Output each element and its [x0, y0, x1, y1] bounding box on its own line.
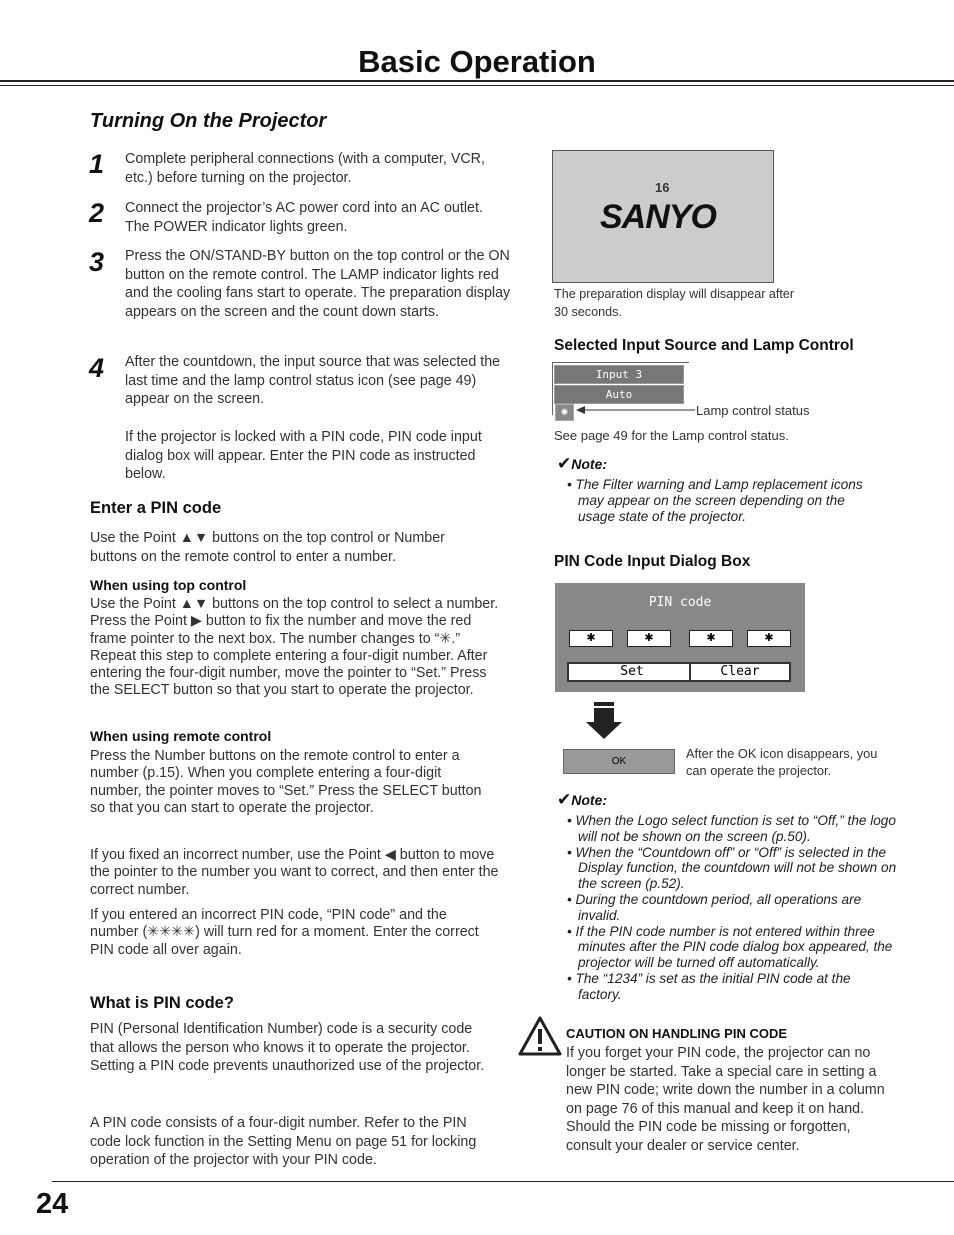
header-rule-thin — [0, 85, 954, 86]
step-text: Press the ON/STAND-BY button on the top control or the ON button on the remote control. The LAMP indicator lights red and the cooling fans start to operate. The preparation display appears on the screen and the count down starts. — [125, 248, 511, 320]
section-title: Turning On the Projector — [90, 110, 327, 132]
step-text-continued: If the projector is locked with a PIN code, PIN code input dialog box will appear. Enter the PIN code as instructed below. — [125, 429, 482, 483]
countdown-number: 16 — [655, 180, 670, 195]
remote-control-heading: When using remote control — [90, 728, 272, 744]
checkmark-icon: ✔ — [557, 790, 572, 809]
lamp-icon: ✺ — [555, 404, 574, 421]
splash-caption: The preparation display will disappear after 30 seconds. — [554, 287, 795, 319]
note-list — [567, 813, 897, 1003]
note-heading: ✔Note: — [557, 790, 608, 809]
enter-pin-intro: Use the Point ▲▼ buttons on the top control or Number buttons on the remote control to enter a number. — [90, 530, 445, 565]
preparation-display — [552, 150, 774, 283]
note-item: • The “1234” is set as the initial PIN code at the factory. — [567, 970, 851, 1002]
lamp-callout-label: Lamp control status — [696, 403, 810, 418]
pin-dialog-title: PIN code — [648, 595, 712, 610]
caution-heading: CAUTION ON HANDLING PIN CODE — [566, 1026, 787, 1041]
what-is-pin-para1: PIN (Personal Identification Number) code is a security code that allows the person who knows it to operate the projector. Setting a PIN code prevents unauthorized use of the projector. — [90, 1021, 485, 1075]
remote-control-text: Press the Number buttons on the remote control to enter a number (p.15). When you complete entering a four-digit number, the pointer moves to “Set.” Press the SELECT button so that you can start to operate the projector. — [90, 748, 482, 816]
footer-rule — [52, 1181, 954, 1182]
enter-pin-heading: Enter a PIN code — [90, 499, 222, 517]
incorrect-number-text: If you fixed an incorrect number, use the Point ◀ button to move the pointer to the number you want to correct, and then enter the correct number. — [90, 847, 499, 898]
note-item: • If the PIN code number is not entered within three minutes after the PIN code dialog box appeared, the projector will be turned off automatically. — [567, 923, 893, 971]
down-arrow-icon — [586, 702, 622, 740]
incorrect-pin-text: If you entered an incorrect PIN code, “PIN code” and the number (✳✳✳✳) will turn red for a moment. Enter the correct PIN code all over again. — [90, 907, 479, 958]
note-item: • The Filter warning and Lamp replacement icons may appear on the screen depending on the usage state of the projector. — [567, 477, 863, 524]
mode-label: Auto — [554, 385, 684, 404]
step-number: 3 — [89, 247, 105, 277]
callout-arrow — [575, 404, 697, 416]
warning-icon — [518, 1016, 562, 1056]
sanyo-logo: SANYO — [600, 198, 716, 236]
page-title: Basic Operation — [358, 44, 596, 79]
pin-digit-box[interactable]: ✱ — [569, 630, 613, 647]
top-control-heading: When using top control — [90, 577, 247, 593]
checkmark-icon: ✔ — [557, 454, 572, 473]
set-button[interactable]: Set — [567, 662, 697, 682]
top-control-text: Use the Point ▲▼ buttons on the top control to select a number. Press the Point ▶ button to fix the number and move the red frame pointer to the next box. The number changes to “✳.” Repeat this step to complete entering a four-digit number. After entering the four-digit number, move the pointer to “Set.” Press the SELECT button so that you start to operate the projector. — [90, 596, 499, 699]
step-number: 1 — [89, 149, 105, 179]
pin-digit-box[interactable]: ✱ — [627, 630, 671, 647]
pin-digit-box[interactable]: ✱ — [689, 630, 733, 647]
what-is-pin-heading: What is PIN code? — [90, 994, 234, 1012]
ok-caption: After the OK icon disappears, you can operate the projector. — [686, 746, 878, 778]
pin-dialog-heading: PIN Code Input Dialog Box — [554, 553, 751, 570]
header-rule — [0, 80, 954, 82]
input-label: Input 3 — [554, 365, 684, 384]
step-number: 4 — [89, 353, 105, 383]
note-item: • When the “Countdown off” or “Off” is selected in the Display function, the countdown will not be shown on the screen (p.52). — [567, 844, 897, 892]
step-text: Complete peripheral connections (with a computer, VCR, etc.) before turning on the projector. — [125, 151, 485, 186]
step-number: 2 — [89, 198, 105, 228]
note-list — [567, 477, 872, 524]
caution-text: If you forget your PIN code, the projector can no longer be started. Take a special care in setting a new PIN code; write down the number in a column on page 76 of this manual and keep it on hand. Should the PIN code be missing or forgotten, consult your dealer or service center. — [566, 1045, 885, 1154]
note-heading: ✔Note: — [557, 454, 608, 473]
clear-button[interactable]: Clear — [689, 662, 791, 682]
pin-digit-box[interactable]: ✱ — [747, 630, 791, 647]
note-item: • During the countdown period, all operations are invalid. — [567, 891, 862, 923]
pin-code-dialog — [555, 583, 805, 692]
what-is-pin-para2: A PIN code consists of a four-digit number. Refer to the PIN code lock function in the Setting Menu on page 51 for locking operation of the projector with your PIN code. — [90, 1115, 477, 1169]
step-text: After the countdown, the input source that was selected the last time and the lamp control status icon (see page 49) appear on the screen. — [125, 354, 501, 408]
see-page-text: See page 49 for the Lamp control status. — [554, 428, 789, 443]
page-number: 24 — [36, 1188, 69, 1220]
note-item: • When the Logo select function is set to “Off,” the logo will not be shown on the screen (p.50). — [567, 813, 896, 844]
ok-indicator: OK — [563, 749, 675, 774]
step-text: Connect the projector’s AC power cord into an AC outlet. The POWER indicator lights green. — [125, 200, 483, 235]
input-source-heading: Selected Input Source and Lamp Control — [554, 337, 854, 354]
